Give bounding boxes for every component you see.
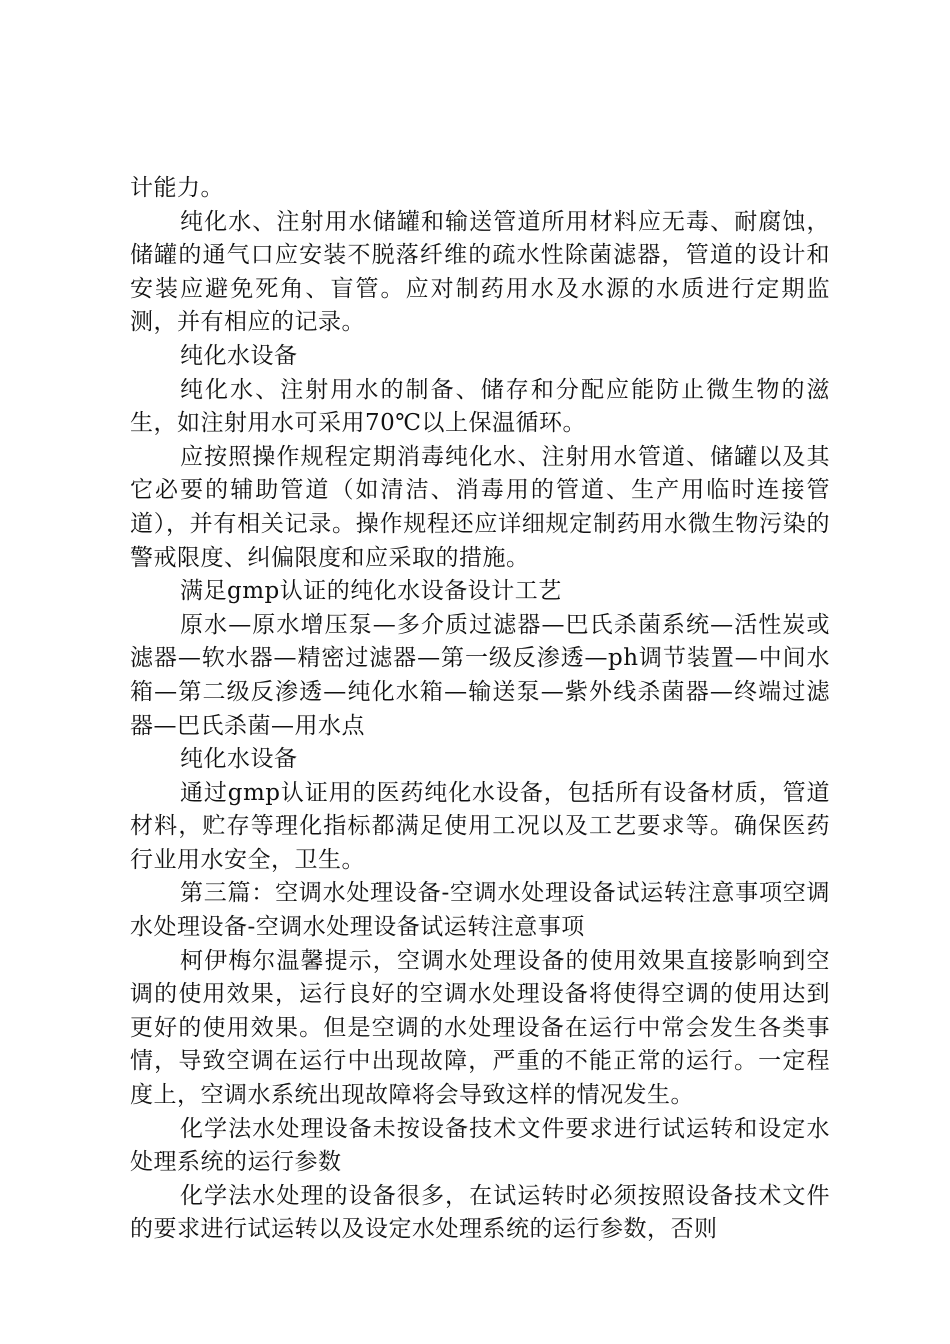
- paragraph-air-conditioning-intro: 柯伊梅尔温馨提示，空调水处理设备的使用效果直接影响到空调的使用效果，运行良好的空调水处理设备将使得空调的使用达到更好的使用效果。但是空调的水处理设备在运行中常会发生各类事情，导致空调在运行中出现故障，严重的不能正常的运行。一定程度上，空调水系统出现故障将会导致这样的情况发生。: [130, 947, 830, 1109]
- section-heading-purified-water-equipment: 纯化水设备: [180, 342, 298, 369]
- paragraph-microbial-prevention: 纯化水、注射用水的制备、储存和分配应能防止微生物的滋生，如注射用水可采用70℃以上保温循环。: [130, 376, 830, 437]
- paragraph-process-flow: 原水—原水增压泵—多介质过滤器—巴氏杀菌系统—活性炭或滤器—软水器—精密过滤器—第一级反渗透—ph调节装置—中间水箱—第二级反渗透—纯化水箱—输送泵—紫外线杀菌器—终端过滤器—巴氏杀菌—用水点: [130, 611, 830, 739]
- paragraph-continuation: 计能力。: [130, 175, 224, 201]
- paragraph-chemical-treatment-heading: 化学法水处理设备未按设备技术文件要求进行试运转和设定水处理系统的运行参数: [130, 1115, 830, 1176]
- section-heading-purified-water-equipment-2: 纯化水设备: [180, 746, 298, 773]
- paragraph-disinfection-procedures: 应按照操作规程定期消毒纯化水、注射用水管道、储罐以及其它必要的辅助管道（如清洁、消毒用的管道、生产用临时连接管道），并有相关记录。操作规程还应详细规定制药用水微生物污染的警戒限度、纠偏限度和应采取的措施。: [130, 443, 830, 571]
- paragraph-chemical-treatment-body: 化学法水处理的设备很多，在试运转时必须按照设备技术文件的要求进行试运转以及设定水处理系统的运行参数，否则: [130, 1182, 830, 1243]
- paragraph-chapter-three-title: 第三篇：空调水处理设备-空调水处理设备试运转注意事项空调水处理设备-空调水处理设备试运转注意事项: [130, 880, 830, 941]
- paragraph-gmp-certified-equipment: 通过gmp认证用的医药纯化水设备，包括所有设备材质，管道材料，贮存等理化指标都满足使用工况以及工艺要求等。确保医药行业用水安全，卫生。: [130, 779, 830, 873]
- document-body: [130, 172, 830, 1247]
- section-heading-gmp-design-process: 满足gmp认证的纯化水设备设计工艺: [180, 578, 562, 605]
- paragraph-storage-requirements: 纯化水、注射用水储罐和输送管道所用材料应无毒、耐腐蚀，储罐的通气口应安装不脱落纤维的疏水性除菌滤器，管道的设计和安装应避免死角、盲管。应对制药用水及水源的水质进行定期监测，并有相应的记录。: [130, 208, 830, 336]
